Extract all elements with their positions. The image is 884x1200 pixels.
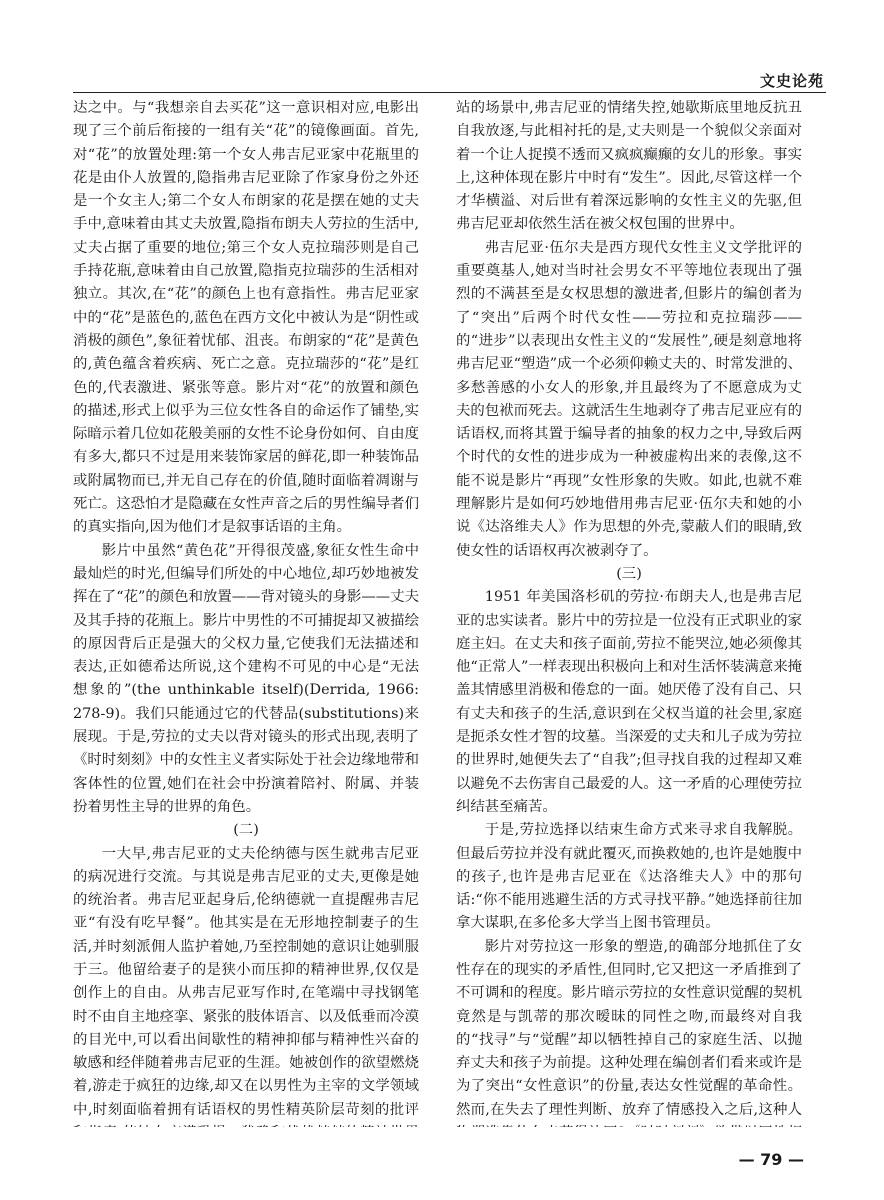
page-number: — 79 —	[738, 1150, 804, 1169]
right-column	[456, 97, 802, 1127]
paragraph: 影片对劳拉这一形象的塑造,的确部分地抓住了女性存在的现实的矛盾性,但同时,它又把这一矛盾推到了不可调和的程度。影片暗示劳拉的女性意识觉醒的契机竟然是与凯蒂的那次暧昧的同性之吻,而最终对自我的“找寻”与“觉醒”却以牺牲掉自己的家庭生活、以抛弃丈夫和孩子为前提。这种处理在编创者们看来或许是为了突出“女性意识”的份量,表达女性觉醒的革命性。然而,在失去了理性判断、放弃了情感投入之后,这种人	[456, 938, 802, 1118]
section-heading: (三)	[616, 565, 642, 582]
paragraph: 1951 年美国洛杉矶的劳拉·布朗夫人,也是弗吉尼亚的忠实读者。影片中的劳拉是一位没有正式职业的家庭主妇。在丈夫和孩子面前,劳拉不能哭泣,她必须像其他“正常人”一样表现出积极向上和对生活怀装满意来掩盖其情感里消极和倦怠的一面。她厌倦了没有自己、只有丈夫和孩子的生活,意识到在父权当道的社会里,家庭是扼杀女性才智的坟墓。当深爱的丈夫和儿子成为劳拉的世界时,她便失去了“自我”;但寻找自我的过程却又难以避免不去伤害自己最爱的人。这一矛盾的心理使劳拉纠结甚至痛苦。	[456, 589, 802, 815]
section-title: 文史论苑	[759, 72, 824, 90]
paragraph: 站的场景中,弗吉尼亚的情绪失控,她歇斯底里地反抗丑自我放逐,与此相衬托的是,丈夫则是一个貌似父亲面对着一个让人捉摸不透而又疯疯癫癫的女儿的形象。事实上,这种体现在影片中时有“发生”。因此,尽管这样一个才华横溢、对后世有着深远影响的女性主义的先驱,但弗吉尼亚却依然生活在被父权包围的世界中。	[456, 100, 802, 233]
paragraph: 达之中。与“我想亲自去买花”这一意识相对应,电影出现了三个前后衔接的一组有关“花”的镜像画面。首先,对“花”的放置处理:第一个女人弗吉尼亚家中花瓶里的花是由仆人放置的,隐指弗吉尼亚除了作家身份之外还是一个女主人;第二个女人布朗家的花是摆在她的丈夫手中,意味着由其丈夫放置,隐指布朗夫人劳拉的生活中,丈夫占据了重要的地位;第三个女人克拉瑞莎则是自己手持花瓶,意味着由自己放置,隐指克拉瑞莎的生活相对独立。其次,在“花”的颜色上也有意指性。弗吉尼亚家中的“花”是蓝色的,蓝色在西方文化中被认为是“阴性或消极的颜色”,象征着忧郁、沮丧。布朗家的“花”是黄色的,黄色蕴含着疾病、死亡之意。克拉瑞莎的“花”是红色的,代表激进、紧张等意。影片对“花”的放置和颜色的描述,形式上似乎为三位女性各自的命运作了铺垫,实际暗示着几位如花般美丽的女性不论身份如何、自由度有多大,都只不过是用来装饰家居的鲜花,即一种装饰品或附属物而已,并无自己存在的价值,随时面临着凋谢与死亡。这恐怕才是隐藏在女性声音之后的男性编导者们的真实指向,因为他们才是叙事话语的主角。	[73, 100, 419, 536]
paragraph: 一大早,弗吉尼亚的丈夫伦纳德与医生就弗吉尼亚的病况进行交流。与其说是弗吉尼亚的丈夫,更像是她的统治者。弗吉尼亚起身后,伦纳德就一直提醒弗吉尼亚“有没有吃早餐”。他其实是在无形地控制妻子的生活,并时刻派佣人监护着她,乃至控制她的意识让她驯服于三。他留给妻子的是狭小而压抑的精神世界,仅仅是创作上的自由。从弗吉尼亚写作时,在笔端中寻找钢笔时不由自主地痉挛、紧张的肢体语言、以及低垂而冷漠的目光中,可以看出间歇性的精神抑郁与精神性兴奋的敏感和经伴随着弗吉尼亚的生涯。她被创作的欲望燃烧着,游走于疯狂的边缘,却又在以男性为主宰的文学领域中,时刻面临着拥有话语权的男性精英阶层苛刻的批评	[73, 845, 419, 1118]
header-rule	[73, 92, 826, 93]
section-heading: (二)	[233, 822, 259, 839]
paragraph: 弗吉尼亚·伍尔夫是西方现代女性主义文学批评的重要奠基人,她对当时社会男女不平等地位表现出了强烈的不满甚至是女权思想的激进者,但影片的编创者为了“突出”后两个时代女性——劳拉和克拉瑞莎——的“进步”以表现出女性主义的“发展性”,硬是刻意地将弗吉尼亚“塑造”成一个必须仰赖丈夫的、时常发泄的、多愁善感的小女人的形象,并且最终为了不愿意成为丈夫的包袱而死去。这就活生生地剥夺了弗吉尼亚应有的话语权,而将其置于编导者的抽象的权力之中,导致后两个时代的女性的进步成为一种被虚构出来的表像,这不能不说是影片“再现”女性形象的失败。如此,也就不难理解影片是如何巧妙地借用弗吉尼亚·伍尔夫和她的小说《达洛维夫人》作为思想的外壳,蒙蔽人们的眼睛,致使女性的话语权再次被剥夺了。	[456, 239, 802, 559]
paragraph: 影片中虽然“黄色花”开得很茂盛,象征女性生命中最灿烂的时光,但编导们所处的中心地位,却巧妙地被发挥在了“花”的颜色和放置——背对镜头的身影——丈夫及其手持的花瓶上。影片中男性的不可捕捉却又被描绘的原因背后正是强大的父权力量,它使我们无法描述和表达,正如德希达所说,这个建构不可见的中心是“无法想象的”(the unthinkable itself)(Derrida, 1966: 278-9)。我们只能通过它的代替品(substitutions)来展现。于是,劳拉的丈夫以背对镜头的形式出现,表明了《时时刻刻》中的女性主义者实际处于社会边缘地带和客体性的位置,她们在社会中扮演着陪衬、附属、并装扮着男性主导的世界的角色。	[73, 542, 419, 815]
paragraph: 于是,劳拉选择以结束生命方式来寻求自我解脱。但最后劳拉并没有就此覆灭,而换救她的,也许是她腹中的孩子,也许是弗吉尼亚在《达洛维夫人》中的那句话:“你不能用逃避生活的方式寻找平静。”她选择前往加拿大谋职,在多伦多大学当上图书管理员。	[456, 822, 802, 932]
left-column	[73, 97, 419, 1127]
